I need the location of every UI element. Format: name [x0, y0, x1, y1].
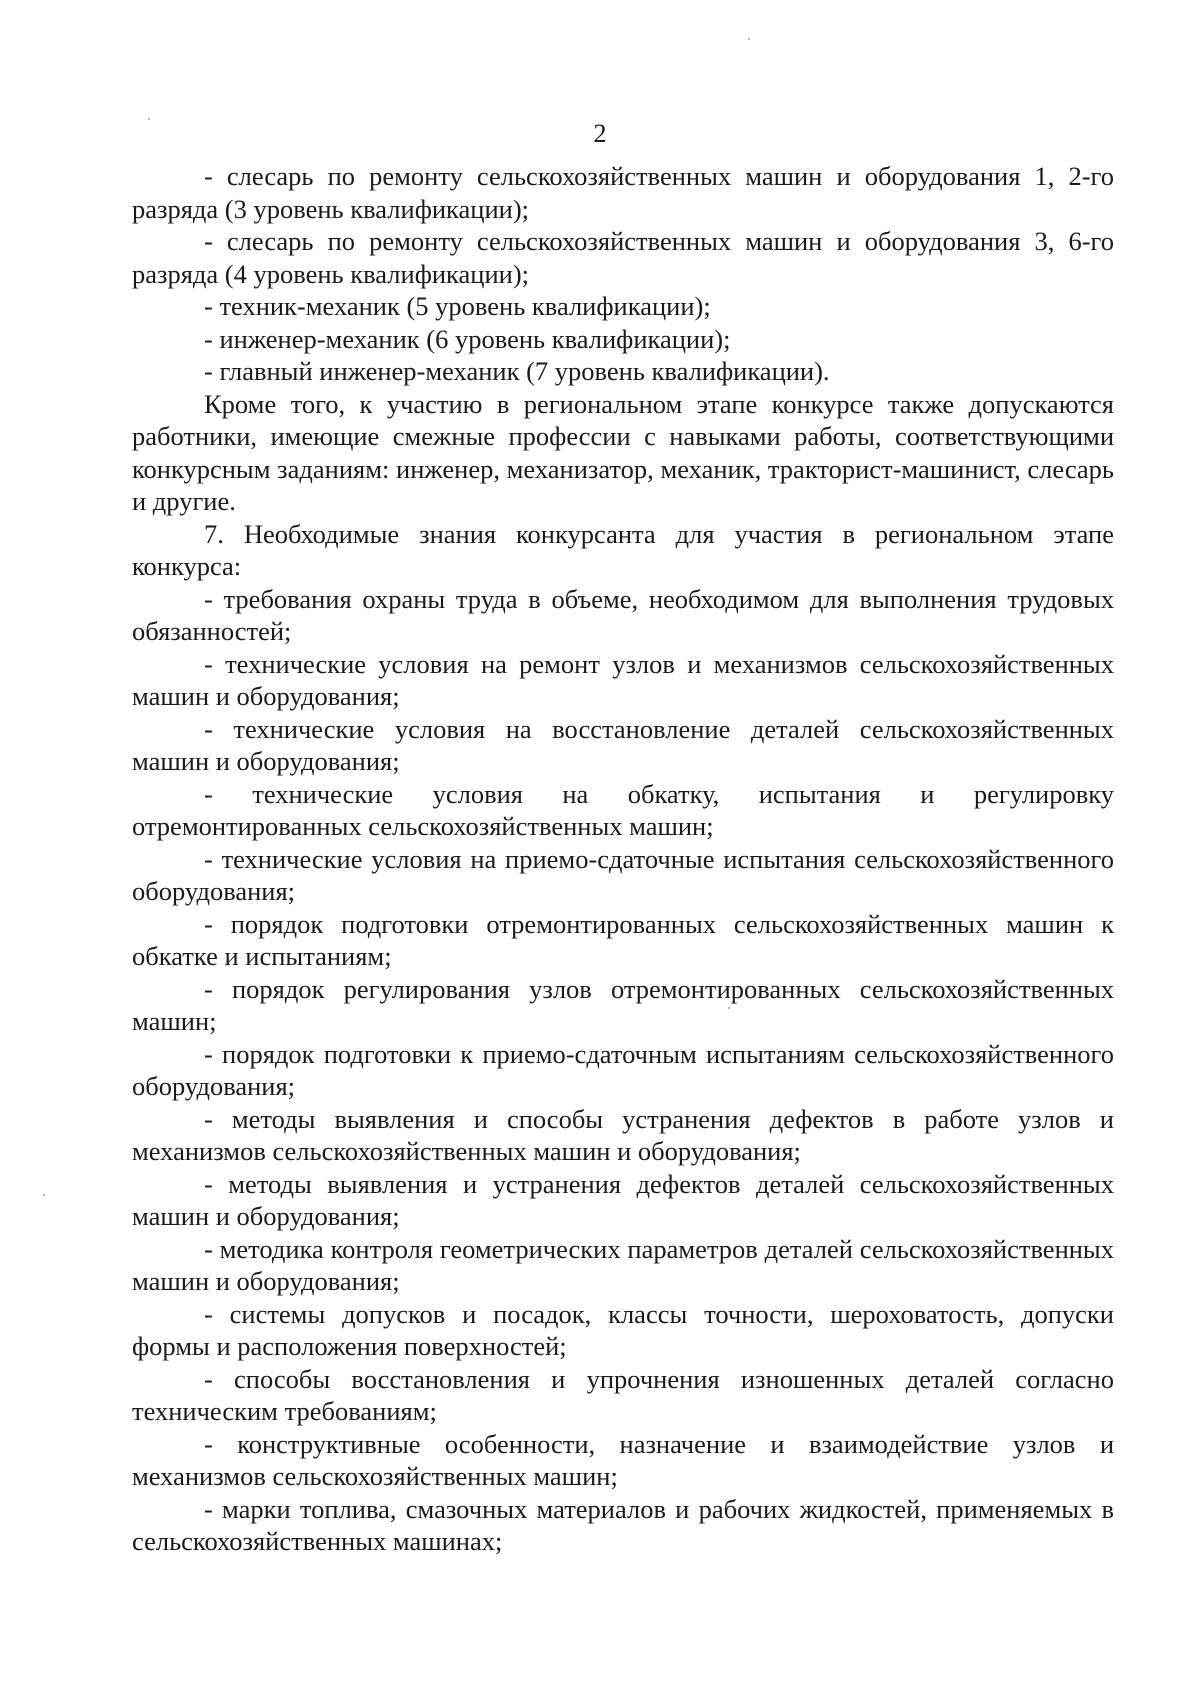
paragraph: - главный инженер-механик (7 уровень квалификации). [204, 356, 830, 386]
paragraph: Кроме того, к участию в региональном этапе конкурсе также допускаются работники, имеющие смежные профессии с навыками работы, соответствующими конкурсным заданиям: инженер, механизатор, механик, тракторист-машинист, слесарь и другие. [132, 388, 1114, 516]
paragraph: - порядок регулирования узлов отремонтированных сельскохозяйственных машин; [132, 973, 1114, 1036]
paragraph: - технические условия на обкатку, испытания и регулировку отремонтированных сельскохозяйственных машин; [132, 778, 1114, 841]
paragraph: - порядок подготовки к приемо-сдаточным испытаниям сельскохозяйственного оборудования; [132, 1038, 1114, 1101]
paragraph: - методика контроля геометрических параметров деталей сельскохозяйственных машин и оборудования; [132, 1233, 1114, 1296]
paragraph: - слесарь по ремонту сельскохозяйственных машин и оборудования 1, 2-го разряда (3 уровень квалификации); [132, 161, 1114, 224]
paragraph: - конструктивные особенности, назначение и взаимодействие узлов и механизмов сельскохозяйственных машин; [132, 1428, 1114, 1491]
paragraph: - системы допусков и посадок, классы точности, шероховатость, допуски формы и расположения поверхностей; [132, 1298, 1114, 1361]
paragraph: - порядок подготовки отремонтированных сельскохозяйственных машин к обкатке и испытаниям; [132, 908, 1114, 971]
scan-speck [43, 1194, 45, 1196]
paragraph: - методы выявления и способы устранения дефектов в работе узлов и механизмов сельскохозяйственных машин и оборудования; [132, 1103, 1114, 1166]
paragraph: - методы выявления и устранения дефектов деталей сельскохозяйственных машин и оборудования; [132, 1168, 1114, 1231]
paragraph: - техник-механик (5 уровень квалификации); [204, 291, 711, 321]
paragraph: - инженер-механик (6 уровень квалификации); [204, 323, 731, 354]
paragraph: 7. Необходимые знания конкурсанта для участия в региональном этапе конкурса: [132, 518, 1114, 581]
page-number: 2 [593, 119, 607, 148]
paragraph: - марки топлива, смазочных материалов и рабочих жидкостей, применяемых в сельскохозяйственных машинах; [132, 1493, 1114, 1556]
paragraph: - технические условия на приемо-сдаточные испытания сельскохозяйственного оборудования; [132, 843, 1114, 906]
paragraph: - технические условия на ремонт узлов и механизмов сельскохозяйственных машин и оборудования; [132, 648, 1114, 711]
paragraph: - способы восстановления и упрочнения изношенных деталей согласно техническим требованиям; [132, 1363, 1114, 1426]
paragraph: - технические условия на восстановление деталей сельскохозяйственных машин и оборудования; [132, 713, 1114, 776]
paragraph: - слесарь по ремонту сельскохозяйственных машин и оборудования 3, 6-го разряда (4 уровень квалификации); [132, 226, 1114, 289]
document-body [132, 160, 1114, 1558]
paragraph: - требования охраны труда в объеме, необходимом для выполнения трудовых обязанностей; [132, 583, 1114, 646]
scan-speck [748, 38, 750, 40]
